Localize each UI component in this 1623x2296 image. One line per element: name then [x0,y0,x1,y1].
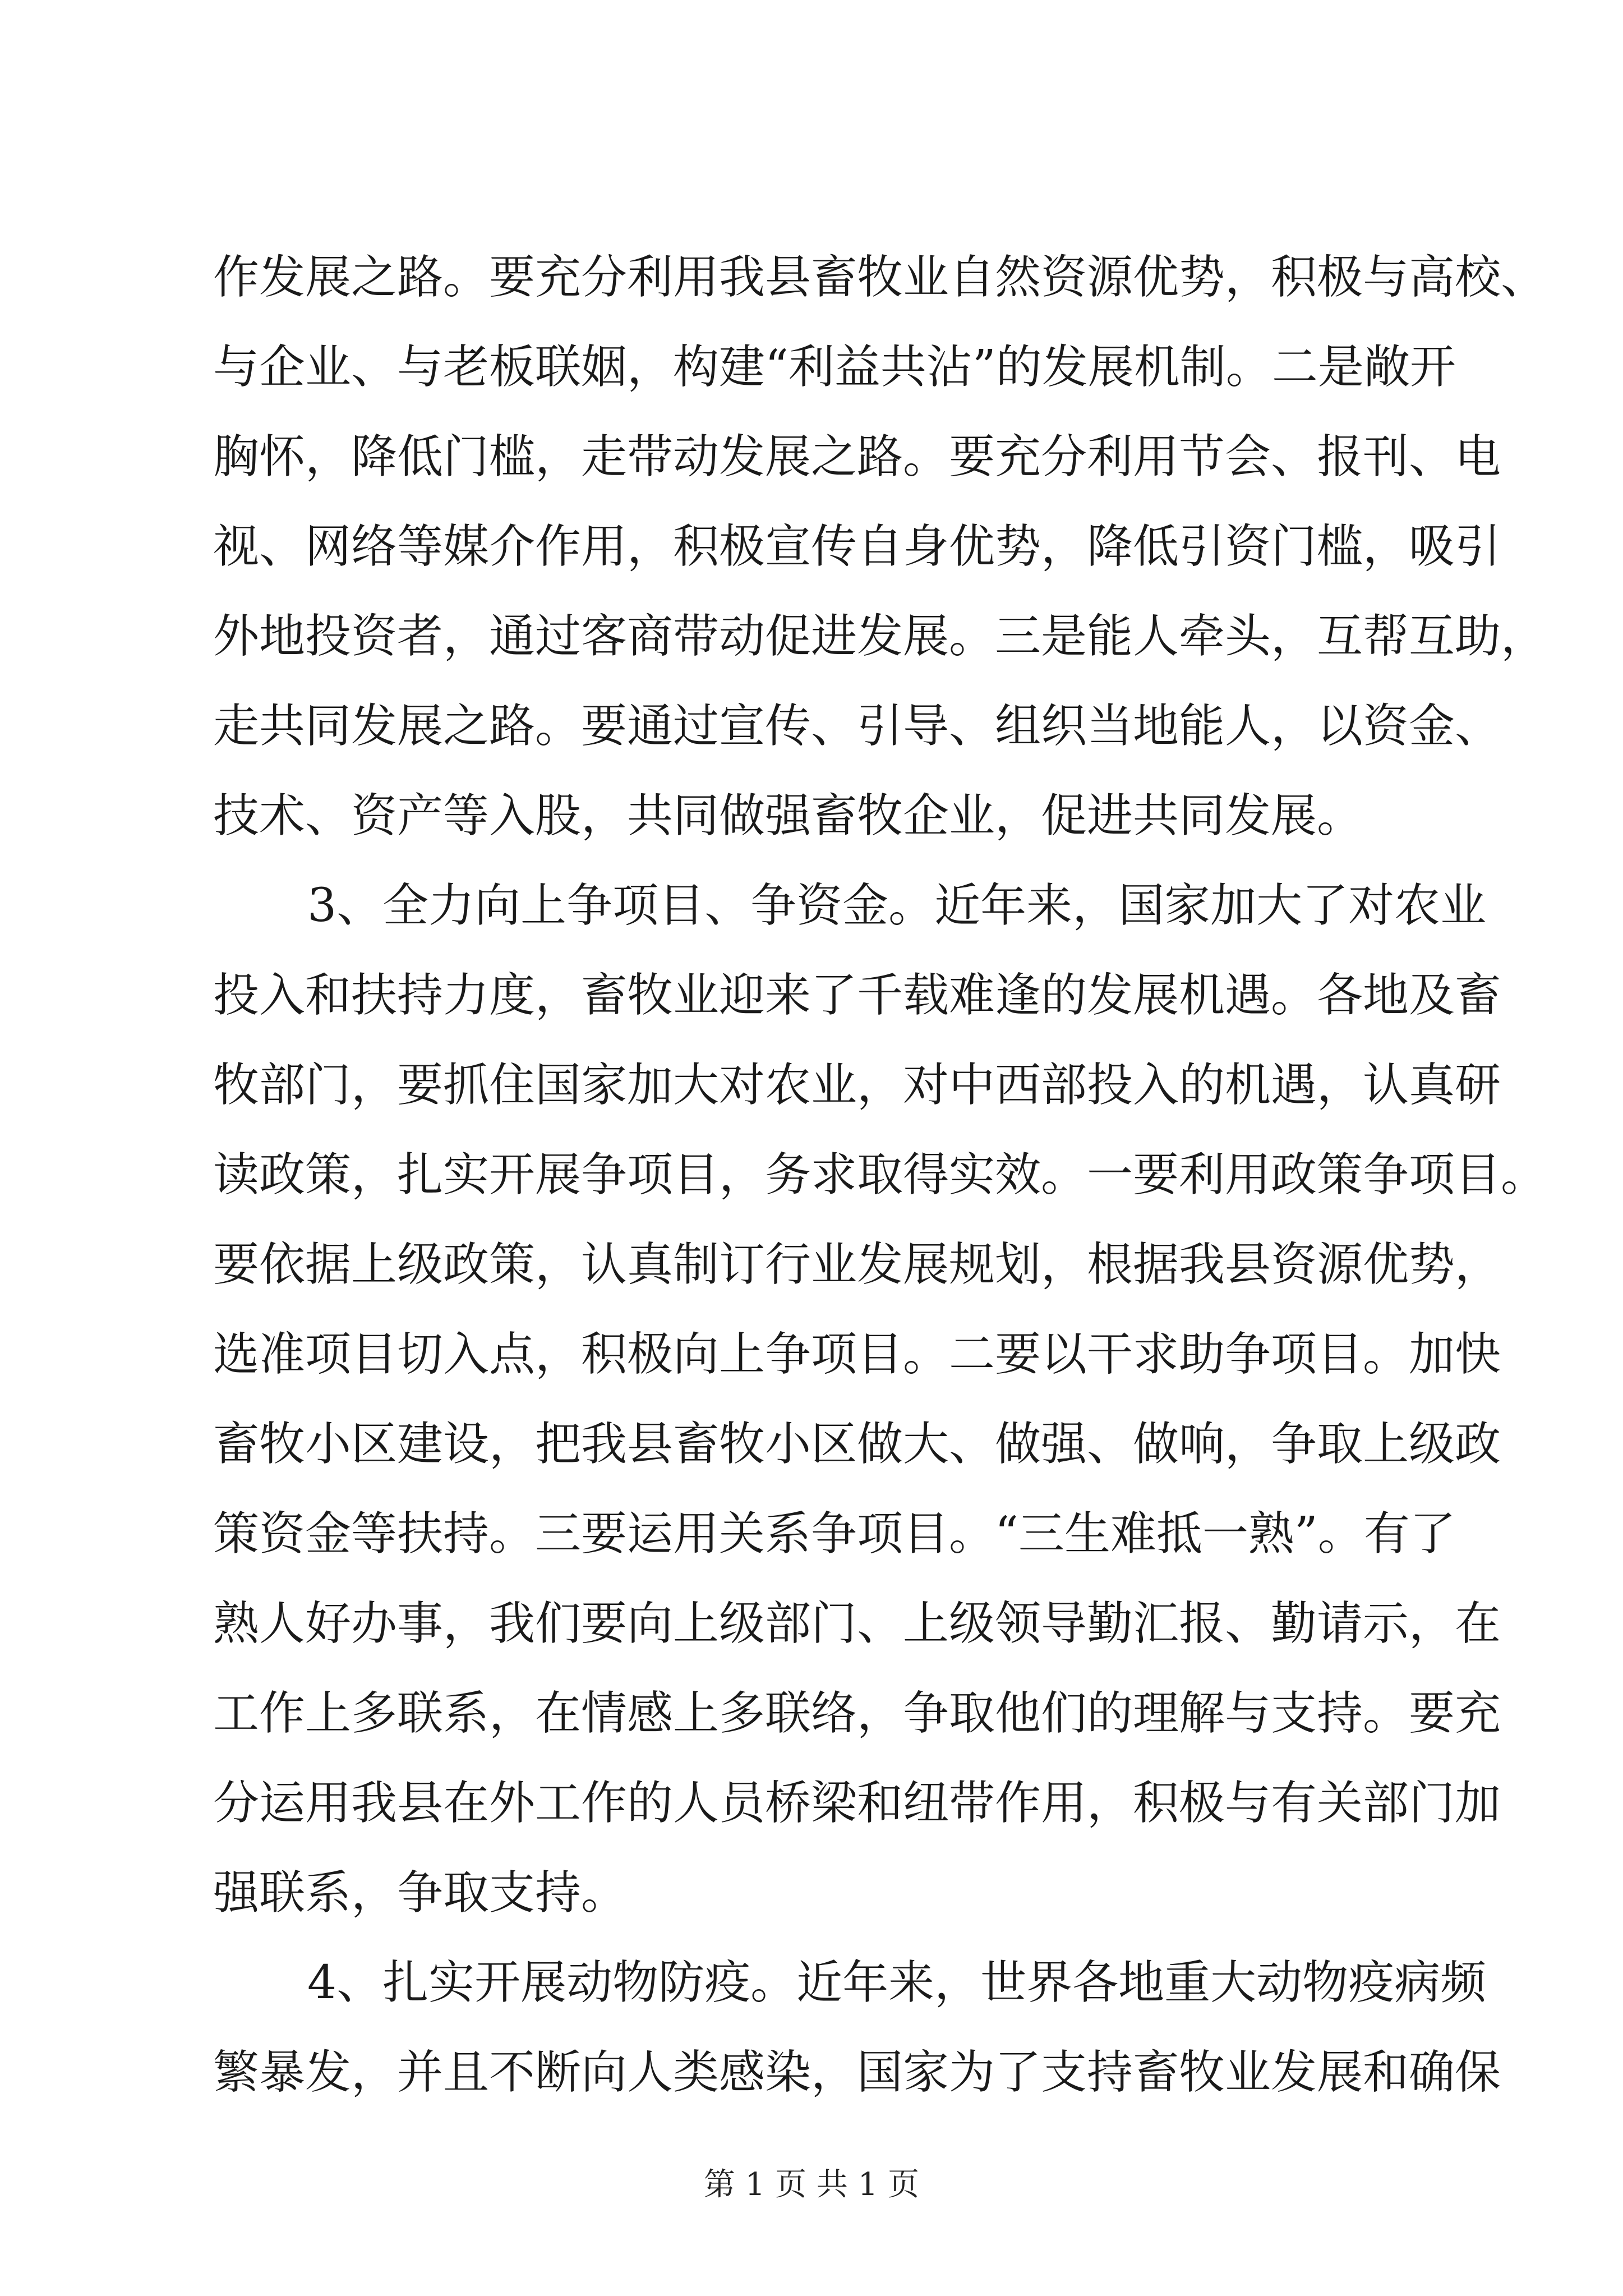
body-text-line: 畜牧小区建设，把我县畜牧小区做大、做强、做响，争取上级政 [213,1418,1501,1471]
body-text-line: 胸怀，降低门槛，走带动发展之路。要充分利用节会、报刊、电 [213,430,1501,484]
body-text-line: 走共同发展之路。要通过宣传、引导、组织当地能人，以资金、 [213,700,1501,753]
body-text-line: 繁暴发，并且不断向人类感染，国家为了支持畜牧业发展和确保 [213,2046,1501,2099]
body-text-line: 选准项目切入点，积极向上争项目。二要以干求助争项目。加快 [213,1328,1501,1381]
body-text-line: 要依据上级政策，认真制订行业发展规划，根据我县资源优势， [213,1238,1501,1291]
body-text-line: 作发展之路。要充分利用我县畜牧业自然资源优势，积极与高校、 [213,251,1547,304]
paragraph-heading-line: 4、扎实开展动物防疫。近年来，世界各地重大动物疫病频 [307,1956,1487,2009]
body-text-line: 与企业、与老板联姻，构建“利益共沾”的发展机制。二是敞开 [213,341,1456,394]
body-text-line: 强联系，争取支持。 [213,1866,628,1920]
page-footer: 第 1 页 共 1 页 [703,2166,920,2203]
body-text-line: 外地投资者，通过客商带动促进发展。三是能人牵头，互帮互助， [213,610,1547,663]
body-text-line: 熟人好办事，我们要向上级部门、上级领导勤汇报、勤请示，在 [213,1597,1501,1650]
body-text-line: 分运用我县在外工作的人员桥梁和纽带作用，积极与有关部门加 [213,1777,1501,1830]
body-text-line: 视、网络等媒介作用，积极宣传自身优势，降低引资门槛，吸引 [213,520,1501,573]
body-text-line: 读政策，扎实开展争项目，务求取得实效。一要利用政策争项目。 [213,1148,1547,1202]
body-text-line: 策资金等扶持。三要运用关系争项目。“三生难抵一熟”。有了 [213,1507,1456,1561]
body-text-line: 投入和扶持力度，畜牧业迎来了千载难逢的发展机遇。各地及畜 [213,969,1501,1022]
body-text-line: 技术、资产等入股，共同做强畜牧企业，促进共同发展。 [213,789,1363,843]
body-text-line: 牧部门，要抓住国家加大对农业，对中西部投入的机遇，认真研 [213,1059,1501,1112]
body-text-line: 工作上多联系，在情感上多联络，争取他们的理解与支持。要充 [213,1687,1501,1740]
paragraph-heading-line: 3、全力向上争项目、争资金。近年来，国家加大了对农业 [307,879,1487,932]
